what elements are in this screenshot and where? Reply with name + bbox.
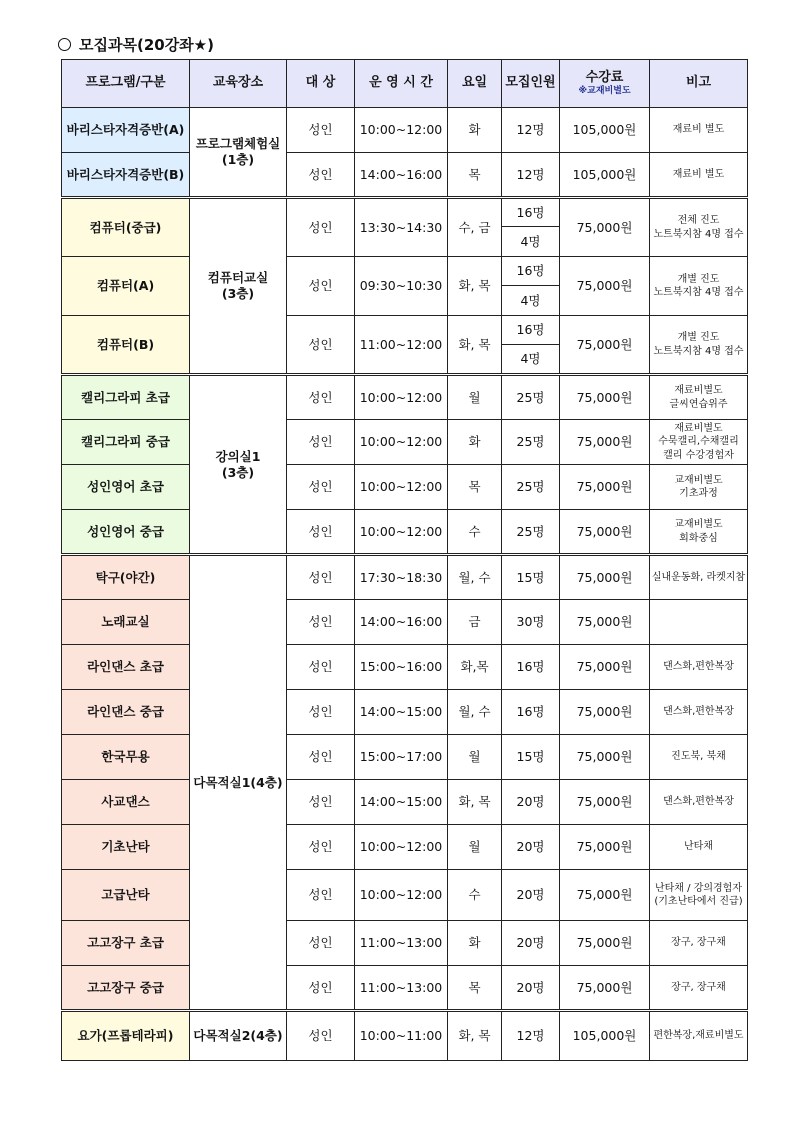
- program-cell: 바리스타자격증반(B): [62, 153, 190, 198]
- program-cell: 컴퓨터(B): [62, 316, 190, 375]
- fee-cell: 75,000원: [560, 257, 650, 316]
- time-cell: 11:00~13:00: [355, 921, 448, 966]
- time-cell: 10:00~12:00: [355, 108, 448, 153]
- time-cell: 10:00~12:00: [355, 420, 448, 465]
- day-cell: 월: [448, 375, 502, 420]
- remarks-cell: 개별 진도 노트북지참 4명 접수: [650, 316, 748, 375]
- day-cell: 화, 목: [448, 1011, 502, 1061]
- time-cell: 14:00~15:00: [355, 690, 448, 735]
- table-row: [62, 257, 748, 286]
- remarks-cell: 재료비별도 글씨연습위주: [650, 375, 748, 420]
- remarks-cell: [650, 600, 748, 645]
- program-cell: 탁구(야간): [62, 555, 190, 600]
- target-cell: 성인: [287, 600, 355, 645]
- capacity-cell: 25명: [502, 510, 560, 555]
- table-row: [62, 645, 748, 690]
- day-cell: 목: [448, 966, 502, 1011]
- table-row: [62, 153, 748, 198]
- day-cell: 화: [448, 921, 502, 966]
- time-cell: 11:00~12:00: [355, 316, 448, 375]
- target-cell: 성인: [287, 153, 355, 198]
- header-location: 교육장소: [190, 60, 287, 108]
- remarks-cell: 장구, 장구채: [650, 966, 748, 1011]
- target-cell: 성인: [287, 921, 355, 966]
- remarks-cell: 재료비 별도: [650, 108, 748, 153]
- location-cell: 컴퓨터교실 (3층): [190, 198, 287, 375]
- program-cell: 고급난타: [62, 870, 190, 921]
- table-row: [62, 316, 748, 345]
- header-program: 프로그램/구분: [62, 60, 190, 108]
- capacity-cell: 20명: [502, 921, 560, 966]
- time-cell: 10:00~12:00: [355, 375, 448, 420]
- time-cell: 14:00~16:00: [355, 600, 448, 645]
- capacity-cell: 4명: [502, 227, 560, 257]
- header-remarks: 비고: [650, 60, 748, 108]
- program-cell: 바리스타자격증반(A): [62, 108, 190, 153]
- day-cell: 월, 수: [448, 555, 502, 600]
- capacity-cell: 16명: [502, 316, 560, 345]
- target-cell: 성인: [287, 780, 355, 825]
- header-target: 대 상: [287, 60, 355, 108]
- remarks-cell: 진도북, 북채: [650, 735, 748, 780]
- capacity-cell: 25명: [502, 465, 560, 510]
- time-cell: 09:30~10:30: [355, 257, 448, 316]
- program-cell: 성인영어 초급: [62, 465, 190, 510]
- table-row: [62, 690, 748, 735]
- day-cell: 화, 목: [448, 257, 502, 316]
- fee-cell: 75,000원: [560, 375, 650, 420]
- fee-cell: 75,000원: [560, 645, 650, 690]
- time-cell: 10:00~12:00: [355, 825, 448, 870]
- remarks-cell: 댄스화,편한복장: [650, 780, 748, 825]
- fee-cell: 75,000원: [560, 555, 650, 600]
- day-cell: 월: [448, 825, 502, 870]
- day-cell: 목: [448, 153, 502, 198]
- program-cell: 라인댄스 중급: [62, 690, 190, 735]
- remarks-cell: 교재비별도 기초과정: [650, 465, 748, 510]
- table-row: [62, 780, 748, 825]
- program-cell: 기초난타: [62, 825, 190, 870]
- fee-cell: 75,000원: [560, 780, 650, 825]
- program-cell: 사교댄스: [62, 780, 190, 825]
- fee-cell: 75,000원: [560, 870, 650, 921]
- time-cell: 13:30~14:30: [355, 198, 448, 257]
- target-cell: 성인: [287, 735, 355, 780]
- capacity-cell: 15명: [502, 735, 560, 780]
- day-cell: 금: [448, 600, 502, 645]
- fee-cell: 75,000원: [560, 825, 650, 870]
- day-cell: 월, 수: [448, 690, 502, 735]
- location-cell: 프로그램체험실 (1층): [190, 108, 287, 198]
- time-cell: 15:00~17:00: [355, 735, 448, 780]
- table-row: [62, 870, 748, 921]
- target-cell: 성인: [287, 966, 355, 1011]
- capacity-cell: 16명: [502, 198, 560, 227]
- table-row: [62, 375, 748, 420]
- header-time: 운 영 시 간: [355, 60, 448, 108]
- capacity-cell: 30명: [502, 600, 560, 645]
- capacity-cell: 12명: [502, 153, 560, 198]
- target-cell: 성인: [287, 198, 355, 257]
- fee-cell: 105,000원: [560, 153, 650, 198]
- remarks-cell: 난타채: [650, 825, 748, 870]
- time-cell: 17:30~18:30: [355, 555, 448, 600]
- table-row: [62, 465, 748, 510]
- table-row: [62, 108, 748, 153]
- fee-cell: 75,000원: [560, 921, 650, 966]
- remarks-cell: 교재비별도 회화중심: [650, 510, 748, 555]
- remarks-cell: 개별 진도 노트북지참 4명 접수: [650, 257, 748, 316]
- program-cell: 고고장구 초급: [62, 921, 190, 966]
- program-cell: 캘리그라피 초급: [62, 375, 190, 420]
- capacity-cell: 12명: [502, 1011, 560, 1061]
- table-row: [62, 1011, 748, 1061]
- day-cell: 화: [448, 420, 502, 465]
- program-cell: 노래교실: [62, 600, 190, 645]
- target-cell: 성인: [287, 375, 355, 420]
- table-row: [62, 600, 748, 645]
- capacity-cell: 25명: [502, 375, 560, 420]
- target-cell: 성인: [287, 1011, 355, 1061]
- fee-cell: 75,000원: [560, 690, 650, 735]
- day-cell: 화,목: [448, 645, 502, 690]
- capacity-cell: 16명: [502, 257, 560, 286]
- day-cell: 월: [448, 735, 502, 780]
- header-row: [62, 60, 748, 108]
- remarks-cell: 장구, 장구채: [650, 921, 748, 966]
- fee-cell: 75,000원: [560, 465, 650, 510]
- time-cell: 14:00~16:00: [355, 153, 448, 198]
- target-cell: 성인: [287, 420, 355, 465]
- section-heading: [58, 34, 214, 55]
- header-fee-label: 수강료: [585, 69, 624, 85]
- program-cell: 요가(프롭테라피): [62, 1011, 190, 1061]
- remarks-cell: 재료비별도 수묵캘리,수채캘리 캘리 수강경험자: [650, 420, 748, 465]
- location-cell: 강의실1 (3층): [190, 375, 287, 555]
- target-cell: 성인: [287, 870, 355, 921]
- time-cell: 14:00~15:00: [355, 780, 448, 825]
- header-capacity: 모집인원: [502, 60, 560, 108]
- day-cell: 화, 목: [448, 316, 502, 375]
- time-cell: 10:00~12:00: [355, 870, 448, 921]
- circle-bullet-icon: [58, 38, 71, 51]
- target-cell: 성인: [287, 257, 355, 316]
- fee-cell: 75,000원: [560, 420, 650, 465]
- day-cell: 화: [448, 108, 502, 153]
- table-row: [62, 966, 748, 1011]
- fee-cell: 105,000원: [560, 1011, 650, 1061]
- day-cell: 화, 목: [448, 780, 502, 825]
- remarks-cell: 편한복장,재료비별도: [650, 1011, 748, 1061]
- capacity-cell: 20명: [502, 870, 560, 921]
- fee-cell: 75,000원: [560, 735, 650, 780]
- fee-cell: 75,000원: [560, 600, 650, 645]
- target-cell: 성인: [287, 825, 355, 870]
- day-cell: 수, 금: [448, 198, 502, 257]
- header-fee: [560, 60, 650, 108]
- time-cell: 11:00~13:00: [355, 966, 448, 1011]
- fee-cell: 75,000원: [560, 510, 650, 555]
- capacity-cell: 4명: [502, 286, 560, 316]
- fee-cell: 105,000원: [560, 108, 650, 153]
- heading-text: 모집과목(20강좌★): [79, 36, 214, 54]
- target-cell: 성인: [287, 108, 355, 153]
- table-row: [62, 735, 748, 780]
- table-row: [62, 510, 748, 555]
- program-cell: 한국무용: [62, 735, 190, 780]
- target-cell: 성인: [287, 555, 355, 600]
- target-cell: 성인: [287, 645, 355, 690]
- capacity-cell: 12명: [502, 108, 560, 153]
- day-cell: 수: [448, 870, 502, 921]
- target-cell: 성인: [287, 690, 355, 735]
- course-table: [61, 59, 748, 1061]
- fee-cell: 75,000원: [560, 198, 650, 257]
- fee-cell: 75,000원: [560, 966, 650, 1011]
- time-cell: 15:00~16:00: [355, 645, 448, 690]
- target-cell: 성인: [287, 465, 355, 510]
- capacity-cell: 20명: [502, 825, 560, 870]
- target-cell: 성인: [287, 316, 355, 375]
- program-cell: 라인댄스 초급: [62, 645, 190, 690]
- capacity-cell: 4명: [502, 345, 560, 375]
- program-cell: 컴퓨터(중급): [62, 198, 190, 257]
- table-row: [62, 825, 748, 870]
- remarks-cell: 댄스화,편한복장: [650, 645, 748, 690]
- capacity-cell: 20명: [502, 780, 560, 825]
- capacity-cell: 25명: [502, 420, 560, 465]
- location-cell: 다목적실1(4층): [190, 555, 287, 1011]
- program-cell: 캘리그라피 중급: [62, 420, 190, 465]
- time-cell: 10:00~11:00: [355, 1011, 448, 1061]
- time-cell: 10:00~12:00: [355, 510, 448, 555]
- remarks-cell: 난타채 / 강의경험자 (기초난타에서 진급): [650, 870, 748, 921]
- fee-cell: 75,000원: [560, 316, 650, 375]
- program-cell: 성인영어 중급: [62, 510, 190, 555]
- time-cell: 10:00~12:00: [355, 465, 448, 510]
- location-cell: 다목적실2(4층): [190, 1011, 287, 1061]
- day-cell: 목: [448, 465, 502, 510]
- table-row: [62, 198, 748, 227]
- remarks-cell: 실내운동화, 라켓지참: [650, 555, 748, 600]
- capacity-cell: 16명: [502, 645, 560, 690]
- capacity-cell: 20명: [502, 966, 560, 1011]
- table-row: [62, 420, 748, 465]
- remarks-cell: 전체 진도 노트북지참 4명 접수: [650, 198, 748, 257]
- remarks-cell: 재료비 별도: [650, 153, 748, 198]
- program-cell: 고고장구 중급: [62, 966, 190, 1011]
- day-cell: 수: [448, 510, 502, 555]
- program-cell: 컴퓨터(A): [62, 257, 190, 316]
- target-cell: 성인: [287, 510, 355, 555]
- remarks-cell: 댄스화,편한복장: [650, 690, 748, 735]
- table-row: [62, 555, 748, 600]
- header-fee-note: ※교재비별도: [578, 86, 631, 96]
- header-day: 요일: [448, 60, 502, 108]
- capacity-cell: 15명: [502, 555, 560, 600]
- capacity-cell: 16명: [502, 690, 560, 735]
- table-row: [62, 921, 748, 966]
